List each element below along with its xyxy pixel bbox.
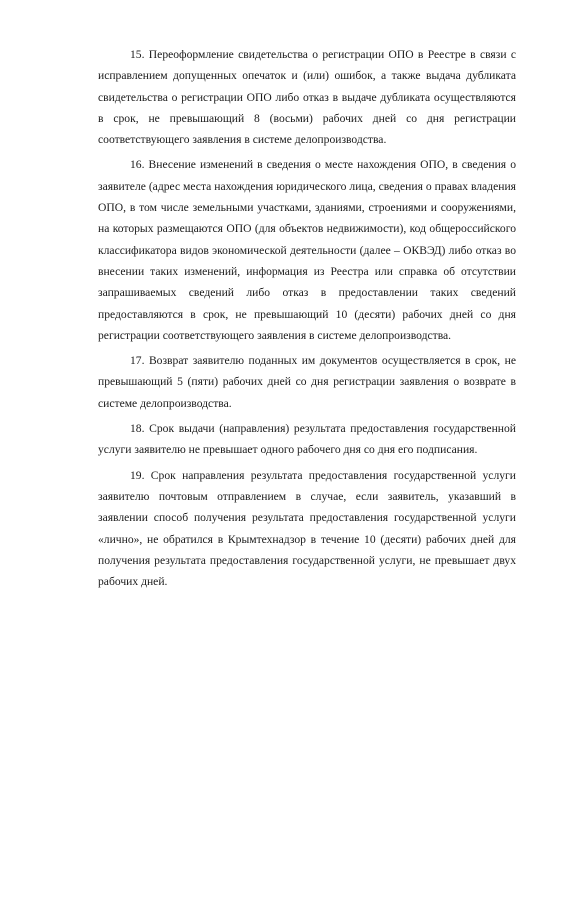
paragraph-15: 15. Переоформление свидетельства о регистрации ОПО в Реестре в связи с исправлением допущенных опечаток и (или) ошибок, а также выдача дубликата свидетельства о регистрации ОПО либо отказ в выдаче дубликата осуществляются в срок, не превышающий 8 (восьми) рабочих дней со дня регистрации соответствующего заявления в системе делопроизводства. (98, 48, 516, 147)
paragraph-17: 17. Возврат заявителю поданных им документов осуществляется в срок, не превышающий 5 (пяти) рабочих дней со дня регистрации заявления о возврате в системе делопроизводства. (98, 354, 516, 410)
paragraph-16: 16. Внесение изменений в сведения о месте нахождения ОПО, в сведения о заявителе (адрес места нахождения юридического лица, сведения о правах владения ОПО, в том числе земельными участками, зданиями, строениями и сооружениями, на которых размещаются ОПО (для объектов недвижимости), код общероссийского классификатора видов экономической деятельности (далее – ОКВЭД) либо отказ во внесении таких изменений, информация из Реестра или справка об отсутствии запрашиваемых сведений либо отказ в предоставлении таких сведений предоставляются в срок, не превышающий 10 (десяти) рабочих дней со дня регистрации соответствующего заявления в системе делопроизводства. (98, 158, 516, 342)
paragraph-18: 18. Срок выдачи (направления) результата предоставления государственной услуги заявителю не превышает одного рабочего дня со дня его подписания. (98, 422, 516, 457)
paragraph-19: 19. Срок направления результата предоставления государственной услуги заявителю почтовым отправлением в случае, если заявитель, указавший в заявлении способ получения результата предоставления государственной услуги «лично», не обратился в Крымтехнадзор в течение 10 (десяти) рабочих дней для получения результата предоставления государственной услуги, не превышает двух рабочих дней. (98, 468, 516, 589)
document-body (98, 44, 516, 592)
